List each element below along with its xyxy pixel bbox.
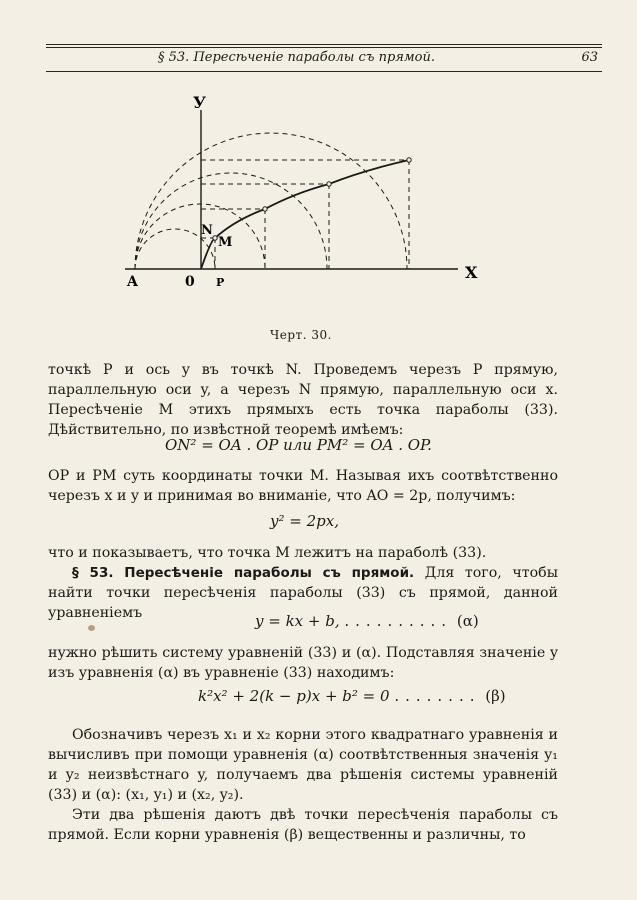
paragraph-6 — [48, 805, 558, 845]
arc-2 — [135, 204, 265, 269]
section-text: Для того, чтобы найти точки пересѣченія параболы (33) съ прямой, данной уравненіемъ — [48, 565, 559, 621]
paragraph-4-text: нужно рѣшить систему уравненій (33) и (α). Подставляя значеніе y изъ уравненія (α) въ уравненіе (33) находимъ: — [48, 645, 558, 681]
paragraph-5-text: Обозначивъ черезъ x₁ и x₂ корни этого квадратнаго уравненія и вычисливъ при помощи уравненія (α) соотвѣтственныя значенія y₁ и y₂ неизвѣстнаго y, получаемъ два рѣшенія системы уравненій (33) и (α): (x₁, y₁) и (x₂, y₂). — [48, 727, 558, 803]
paragraph-1 — [48, 360, 558, 440]
paragraph-1-text: точкѣ P и ось y въ точкѣ N. Проведемъ черезъ P прямую, параллельную оси y, а черезъ N прямую, параллельную оси x. Пересѣченіе M этихъ прямыхъ есть точка параболы (33). Дѣйствительно, по извѣстной теоремѣ имѣемъ: — [48, 362, 558, 438]
point-4 — [407, 158, 411, 162]
equation-beta-tag: (β) — [485, 687, 506, 705]
paragraph-5 — [48, 725, 558, 805]
point-3 — [327, 182, 331, 186]
page-number: 63 — [581, 50, 598, 65]
label-O: 0 — [185, 274, 195, 290]
equation-beta-dots: ........ — [394, 687, 481, 705]
label-P: P — [216, 276, 225, 289]
equation-2: y² = 2px, — [270, 512, 339, 530]
equation-beta — [198, 687, 506, 705]
arc-3 — [135, 173, 327, 269]
point-M — [213, 236, 217, 240]
equation-alpha-formula: y = kx + b, — [255, 612, 340, 630]
equation-beta-formula: k²x² + 2(k − p)x + b² = 0 — [198, 687, 390, 705]
paragraph-2-text: OP и PM суть координаты точки M. Называя ихъ соотвѣтственно черезъ x и y и принимая во вниманіе, что AO = 2p, получимъ: — [48, 468, 558, 504]
label-y-axis: У — [193, 93, 206, 112]
label-x-axis: X — [465, 263, 478, 282]
parabola-figure — [115, 90, 495, 295]
equation-alpha — [255, 612, 479, 630]
parabola-curve — [201, 160, 409, 269]
paragraph-2 — [48, 466, 558, 506]
figure-caption: Черт. 30. — [270, 328, 332, 342]
equation-alpha-dots: .......... — [344, 612, 453, 630]
label-N: N — [201, 223, 213, 238]
header-rule — [46, 47, 602, 48]
paragraph-3 — [48, 543, 558, 563]
equation-alpha-tag: (α) — [456, 612, 479, 630]
label-A: A — [127, 274, 138, 290]
equation-1: ON² = OA . OP или PM² = OA . OP. — [165, 436, 432, 454]
arc-4 — [135, 133, 407, 269]
label-M: M — [218, 235, 233, 250]
paragraph-4 — [48, 643, 558, 683]
paragraph-6-text: Эти два рѣшенія даютъ двѣ точки пересѣченія параболы съ прямой. Если корни уравненія (β) вещественны и различны, то — [48, 807, 558, 843]
paragraph-3-text: что и показываетъ, что точка M лежитъ на параболѣ (33). — [48, 545, 487, 561]
running-header — [46, 44, 602, 72]
section-heading: § 53. Пересѣченіе параболы съ прямой. — [72, 565, 415, 581]
paper-stain — [88, 625, 95, 631]
point-2 — [263, 207, 267, 211]
construction-arcs — [135, 133, 409, 269]
header-title: § 53. Пересѣченіе параболы съ прямой. — [158, 50, 436, 65]
